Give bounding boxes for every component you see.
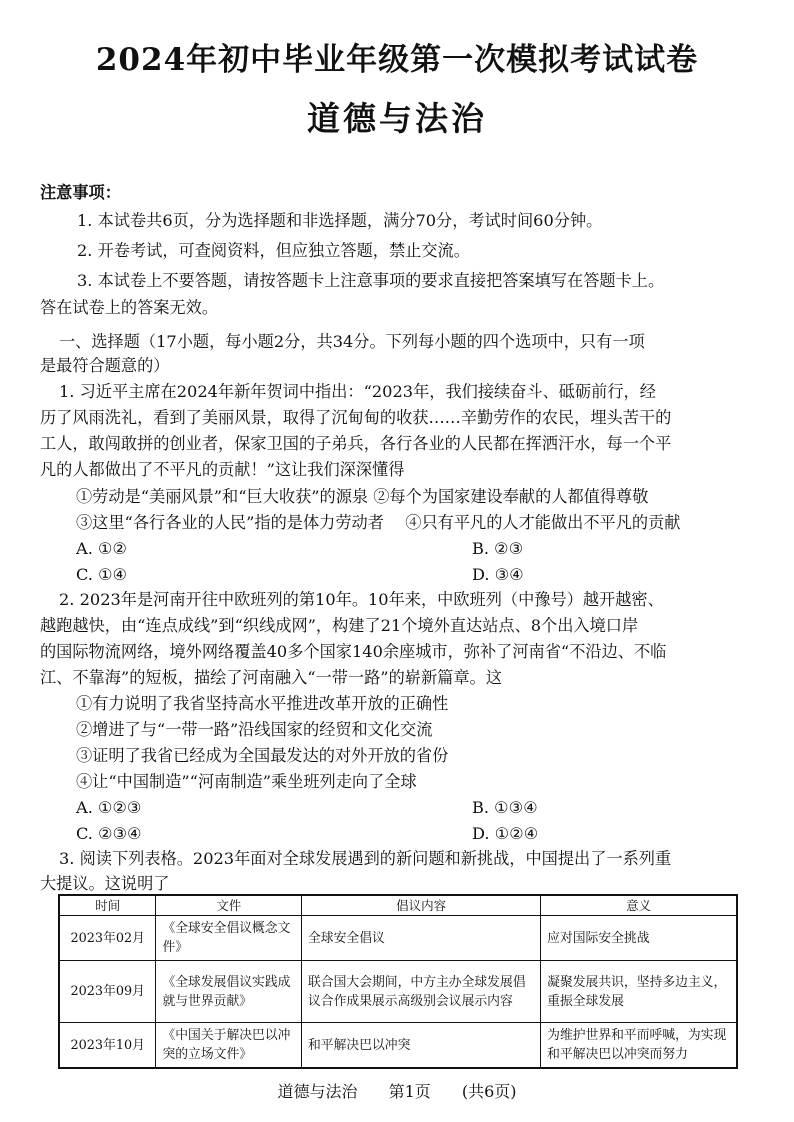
- table-header-cell: 意义: [541, 895, 737, 916]
- table-cell: 凝聚发展共识，坚持多边主义，重振全球发展: [541, 961, 737, 1023]
- notice-heading: 注意事项：: [40, 183, 121, 202]
- q1-option-a: A. ①②: [76, 539, 128, 558]
- q2-option-c: C. ②③④: [76, 824, 142, 843]
- table-cell: 2023年10月: [59, 1023, 156, 1069]
- q1-option-c: C. ①④: [76, 565, 128, 584]
- table-cell: 为维护世界和平而呼喊，为实现和平解决巴以冲突而努力: [541, 1023, 737, 1069]
- q1-statement: ①劳动是“美丽风景”和“巨大收获”的源泉 ②每个为国家建设奉献的人都值得尊敬: [76, 487, 649, 506]
- table-cell: 应对国际安全挑战: [541, 916, 737, 961]
- q2-stem: 2. 2023年是河南开往中欧班列的第10年。10年来，中欧班列（中豫号）越开越密、: [59, 590, 664, 609]
- initiatives-table: [58, 894, 738, 1069]
- q2-option-a: A. ①②③: [76, 798, 142, 817]
- notice-item: 3. 本试卷上不要答题，请按答题卡上注意事项的要求直接把答案填写在答题卡上。: [77, 271, 665, 290]
- q2-stem: 越跑越快，由“连点成线”到“织线成网”，构建了21个境外直达站点、8个出入境口岸: [40, 616, 639, 635]
- q2-option-d: D. ①②④: [472, 824, 539, 843]
- footer-page-number: 第1页: [388, 1082, 431, 1101]
- q1-option-d: D. ③④: [472, 565, 524, 584]
- page-footer: [0, 1079, 794, 1102]
- q1-option-b: B. ②③: [472, 539, 524, 558]
- q1-statement: ③这里“各行各业的人民”指的是体力劳动者 ④只有平凡的人才能做出不平凡的贡献: [76, 513, 681, 532]
- q2-stem: 江、不靠海”的短板，描绘了河南融入“一带一路”的崭新篇章。这: [40, 668, 502, 687]
- table-cell: 全球安全倡议: [302, 916, 541, 961]
- q2-statement: ①有力说明了我省坚持高水平推进改革开放的正确性: [76, 694, 449, 713]
- section-heading: 是最符合题意的）: [40, 356, 170, 375]
- footer-subject: 道德与法治: [277, 1082, 358, 1101]
- q1-stem: 凡的人都做出了不平凡的贡献！”这让我们深深懂得: [40, 460, 405, 479]
- table-row: [59, 961, 737, 1023]
- q1-stem: 1. 习近平主席在2024年新年贺词中指出：“2023年，我们接续奋斗、砥砺前行，经: [59, 382, 656, 401]
- q2-option-b: B. ①③④: [472, 798, 538, 817]
- table-header-cell: 倡议内容: [302, 895, 541, 916]
- table-cell: 《中国关于解决巴以冲突的立场文件》: [156, 1023, 302, 1069]
- q2-statement: ②增进了与“一带一路”沿线国家的经贸和文化交流: [76, 720, 433, 739]
- q2-statement: ④让“中国制造”“河南制造”乘坐班列走向了全球: [76, 772, 417, 791]
- notice-item: 答在试卷上的答案无效。: [40, 298, 219, 317]
- notice-item: 1. 本试卷共6页，分为选择题和非选择题，满分70分，考试时间60分钟。: [77, 211, 603, 230]
- table-cell: 联合国大会期间，中方主办全球发展倡议合作成果展示高级别会议展示内容: [302, 961, 541, 1023]
- section-heading: 一、选择题（17小题，每小题2分，共34分。下列每小题的四个选项中，只有一项: [59, 332, 645, 351]
- q2-statement: ③证明了我省已经成为全国最发达的对外开放的省份: [76, 746, 449, 765]
- table-row: [59, 916, 737, 961]
- table-header-cell: 文件: [156, 895, 302, 916]
- table-row: [59, 1023, 737, 1069]
- table-header-row: [59, 895, 737, 916]
- q3-stem: 3. 阅读下列表格。2023年面对全球发展遇到的新问题和新挑战，中国提出了一系列重: [59, 849, 672, 868]
- q3-stem: 大提议。这说明了: [40, 874, 170, 893]
- footer-total-pages: (共6页): [461, 1082, 517, 1101]
- q2-stem: 的国际物流网络，境外网络覆盖40多个国家140余座城市，弥补了河南省“不沿边、不临: [40, 642, 667, 661]
- table-cell: 《全球发展倡议实践成就与世界贡献》: [156, 961, 302, 1023]
- q1-stem: 工人，敢闯敢拼的创业者，保家卫国的子弟兵，各行各业的人民都在挥洒汗水，每一个平: [40, 434, 672, 453]
- table-cell: 和平解决巴以冲突: [302, 1023, 541, 1069]
- table-header-cell: 时间: [59, 895, 156, 916]
- table-cell: 《全球安全倡议概念文件》: [156, 916, 302, 961]
- table-cell: 2023年02月: [59, 916, 156, 961]
- subject-title: 道德与法治: [307, 99, 487, 138]
- table-cell: 2023年09月: [59, 961, 156, 1023]
- exam-title: 2024年初中毕业年级第一次模拟考试试卷: [95, 42, 699, 78]
- q1-stem: 历了风雨洗礼，看到了美丽风景，取得了沉甸甸的收获……辛勤劳作的农民，埋头苦干的: [40, 408, 672, 427]
- notice-item: 2. 开卷考试，可查阅资料，但应独立答题，禁止交流。: [77, 241, 470, 260]
